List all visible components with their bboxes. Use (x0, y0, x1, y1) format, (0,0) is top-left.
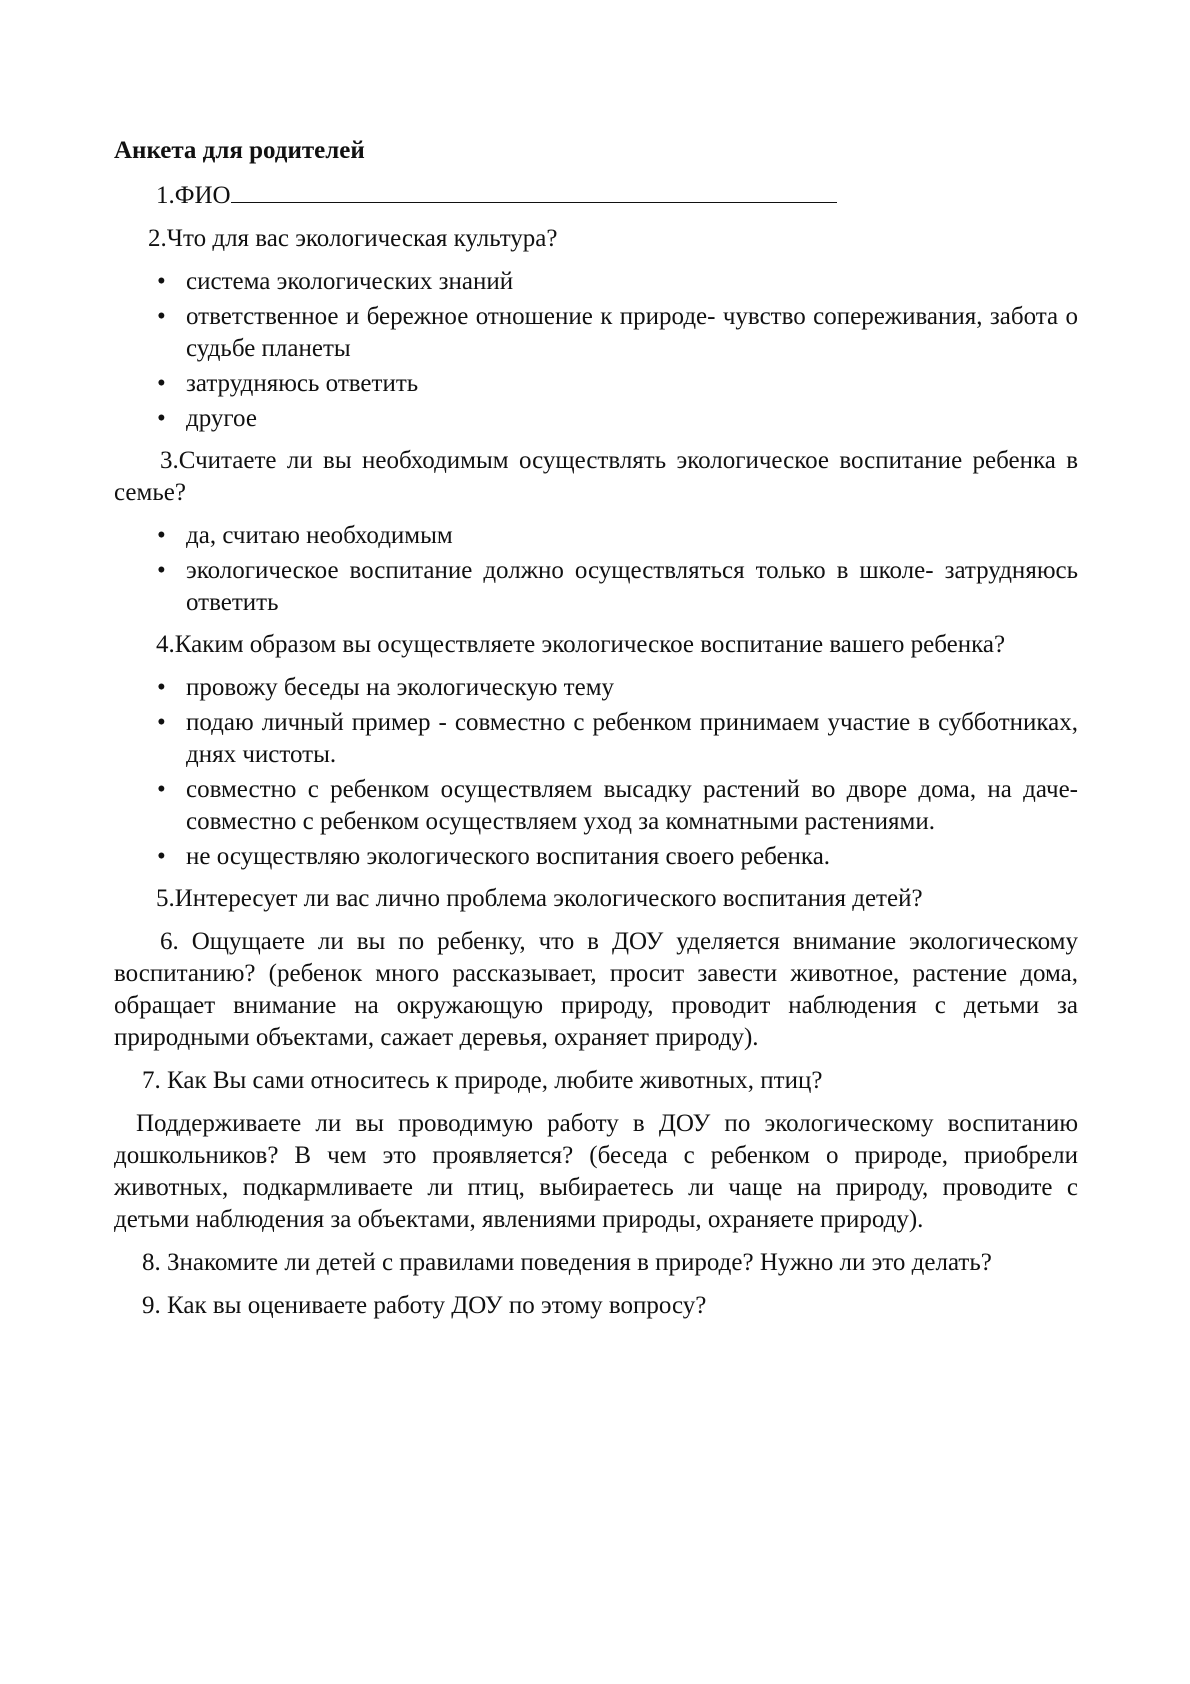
option-text: система экологических знаний (186, 268, 514, 295)
option-text: да, считаю необходимым (186, 522, 453, 549)
fio-field (114, 178, 1078, 212)
bullet-icon: • (157, 843, 166, 870)
option-item (157, 368, 1078, 400)
option-item (157, 841, 1078, 873)
option-item (157, 266, 1078, 298)
bullet-icon: • (157, 405, 166, 432)
option-item (157, 707, 1078, 771)
bullet-icon: • (157, 370, 166, 397)
question-3-options (114, 520, 1078, 619)
bullet-icon: • (157, 303, 166, 330)
option-item (157, 774, 1078, 838)
option-item (157, 301, 1078, 365)
option-text: провожу беседы на экологическую тему (186, 674, 615, 701)
bullet-icon: • (157, 557, 166, 584)
question-9: 9. Как вы оцениваете работу ДОУ по этому вопросу? (142, 1292, 707, 1319)
question-3: 3.Считаете ли вы необходимым осуществлять экологическое воспитание ребенка в семье? (114, 447, 1078, 506)
option-text: не осуществляю экологического воспитания своего ребенка. (186, 843, 831, 870)
option-item (157, 403, 1078, 435)
fio-label: 1.ФИО (156, 182, 231, 209)
bullet-icon: • (157, 674, 166, 701)
option-item (157, 520, 1078, 552)
bullet-icon: • (157, 709, 166, 736)
option-text: экологическое воспитание должно осуществляться только в школе- затрудняюсь ответить (186, 557, 1078, 616)
question-5: 5.Интересует ли вас лично проблема экологического воспитания детей? (156, 885, 923, 912)
question-6: 6. Ощущаете ли вы по ребенку, что в ДОУ уделяется внимание экологическому воспитанию? (ребенок много рассказывает, просит завести животное, растение дома, обращает внимание на окружающую природу, проводит наблюдения с детьми за природными объектами, сажает деревья, охраняет природу). (114, 928, 1078, 1051)
document-title: Анкета для родителей (114, 137, 365, 164)
option-text: другое (186, 405, 257, 432)
question-2-options (114, 266, 1078, 435)
option-text: затрудняюсь ответить (186, 370, 419, 397)
option-text: совместно с ребенком осуществляем высадку растений во дворе дома, на даче- совместно с ребенком осуществляем уход за комнатными растениями. (186, 776, 1078, 835)
option-text: подаю личный пример - совместно с ребенком принимаем участие в субботниках, днях чистоты. (186, 709, 1078, 768)
question-2: 2.Что для вас экологическая культура? (148, 225, 558, 252)
bullet-icon: • (157, 522, 166, 549)
option-item (157, 672, 1078, 704)
option-item (157, 555, 1078, 619)
question-7-followup: Поддерживаете ли вы проводимую работу в ДОУ по экологическому воспитанию дошкольников? В чем это проявляется? (беседа с ребенком о природе, приобрели животных, подкармливаете ли птиц, выбираетесь ли чаще на природу, проводите с детьми наблюдения за объектами, явлениями природы, охраняете природу). (114, 1110, 1078, 1233)
bullet-icon: • (157, 268, 166, 295)
questionnaire-page (114, 135, 1078, 1333)
fio-input-line[interactable] (231, 178, 837, 203)
bullet-icon: • (157, 776, 166, 803)
option-text: ответственное и бережное отношение к природе- чувство сопереживания, забота о судьбе планеты (186, 303, 1078, 362)
question-7: 7. Как Вы сами относитесь к природе, любите животных, птиц? (142, 1067, 823, 1094)
question-4-options (114, 672, 1078, 873)
question-4: 4.Каким образом вы осуществляете экологическое воспитание вашего ребенка? (156, 631, 1006, 658)
question-8: 8. Знакомите ли детей с правилами поведения в природе? Нужно ли это делать? (142, 1249, 992, 1276)
